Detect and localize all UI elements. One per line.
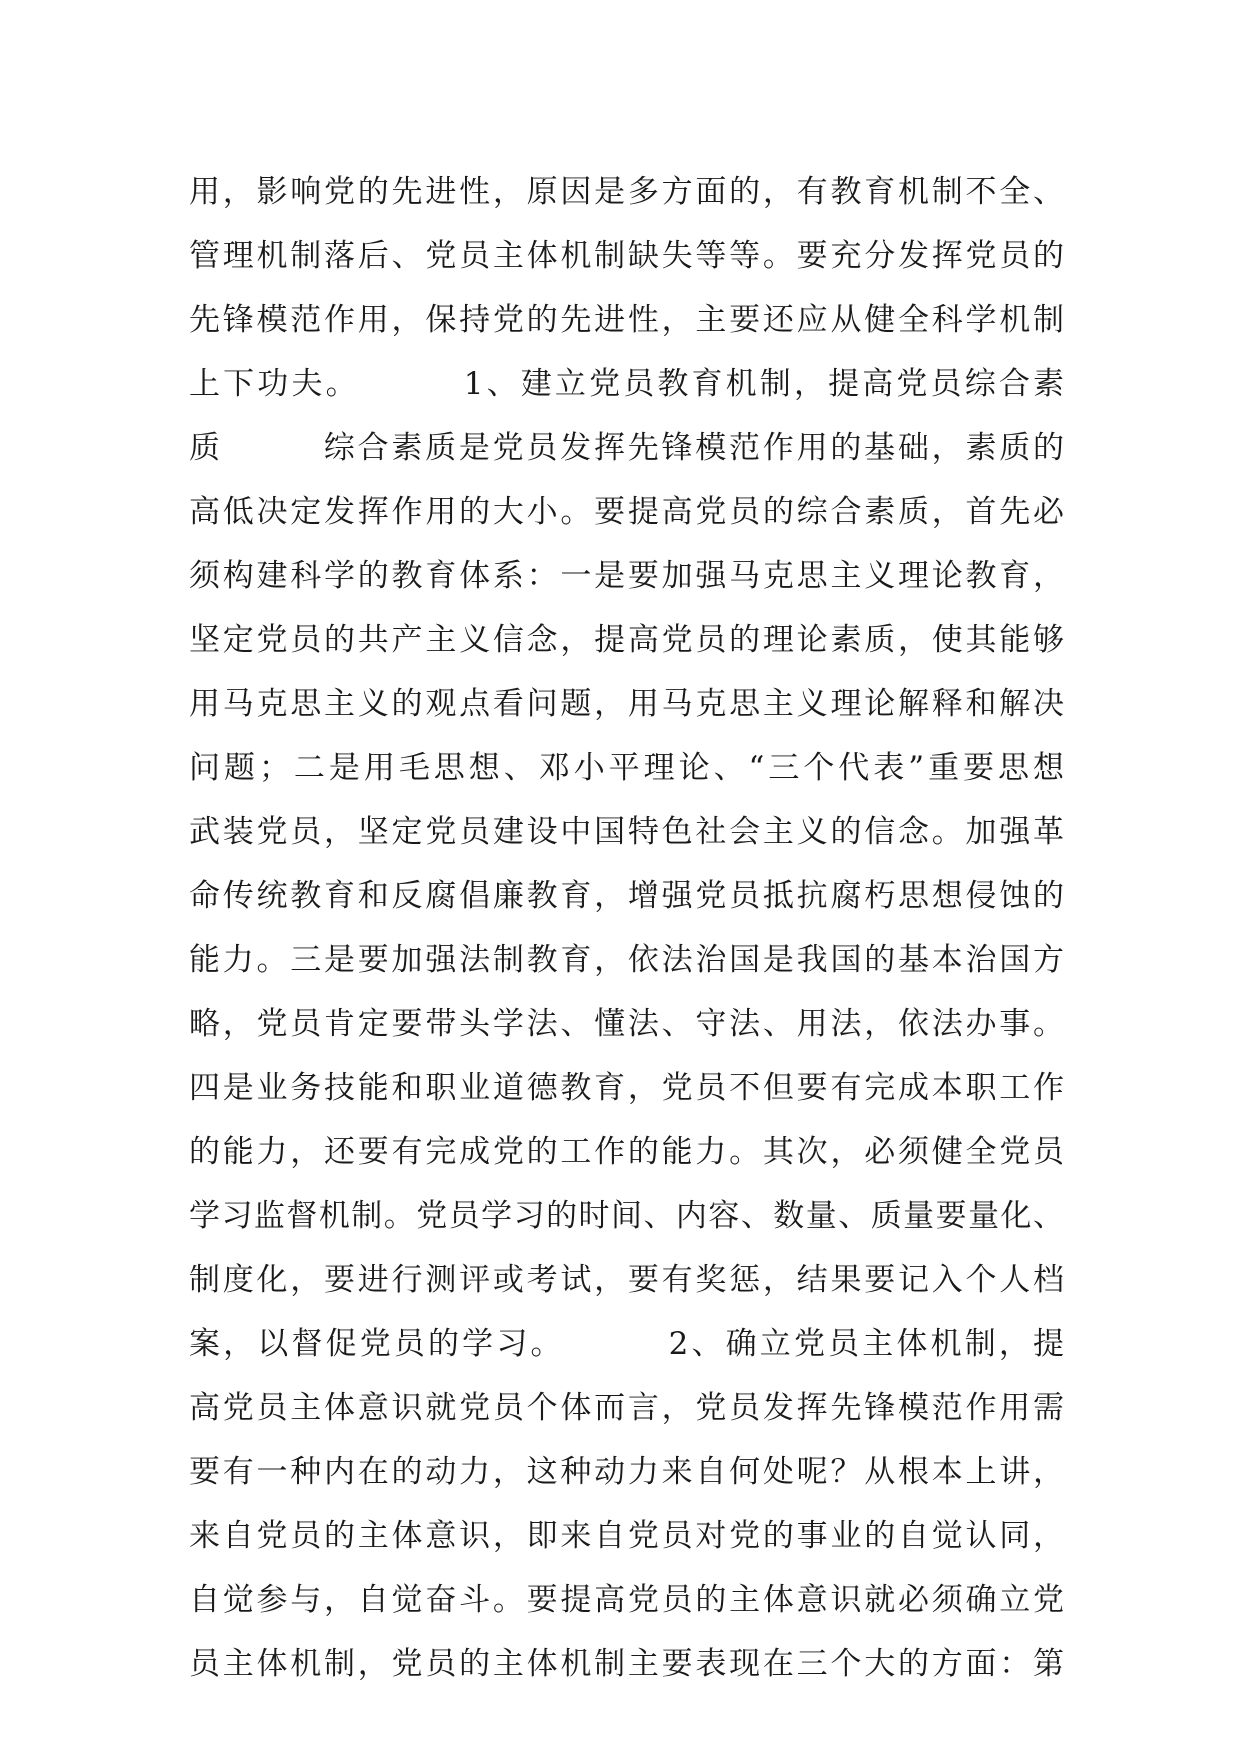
body-text	[189, 160, 1064, 1696]
text-line: 四是业务技能和职业道德教育，党员不但要有完成本职工作	[189, 1070, 1064, 1106]
text-line: 要有一种内在的动力，这种动力来自何处呢？从根本上讲，	[189, 1454, 1064, 1490]
text-line: 用，影响党的先进性，原因是多方面的，有教育机制不全、	[189, 174, 1064, 210]
text-line: 学习监督机制。党员学习的时间、内容、数量、质量要量化、	[189, 1198, 1064, 1234]
text-line: 制度化，要进行测评或考试，要有奖惩，结果要记入个人档	[189, 1262, 1064, 1298]
text-line: 坚定党员的共产主义信念，提高党员的理论素质，使其能够	[189, 622, 1064, 658]
text-line: 能力。三是要加强法制教育，依法治国是我国的基本治国方	[189, 942, 1064, 978]
text-line: 上下功夫。 1、建立党员教育机制，提高党员综合素	[189, 366, 1064, 402]
text-line: 略，党员肯定要带头学法、懂法、守法、用法，依法办事。	[189, 1006, 1064, 1042]
text-line: 用马克思主义的观点看问题，用马克思主义理论解释和解决	[189, 686, 1064, 722]
text-line: 的能力，还要有完成党的工作的能力。其次，必须健全党员	[189, 1134, 1064, 1170]
text-line: 问题；二是用毛思想、邓小平理论、“三个代表”重要思想	[189, 750, 1064, 786]
text-line: 须构建科学的教育体系：一是要加强马克思主义理论教育，	[189, 558, 1064, 594]
text-line: 员主体机制，党员的主体机制主要表现在三个大的方面：第	[189, 1646, 1064, 1682]
text-line: 高低决定发挥作用的大小。要提高党员的综合素质，首先必	[189, 494, 1064, 530]
text-line: 武装党员，坚定党员建设中国特色社会主义的信念。加强革	[189, 814, 1064, 850]
text-line: 案，以督促党员的学习。 2、确立党员主体机制，提	[189, 1326, 1064, 1362]
text-line: 命传统教育和反腐倡廉教育，增强党员抵抗腐朽思想侵蚀的	[189, 878, 1064, 914]
text-line: 高党员主体意识就党员个体而言，党员发挥先锋模范作用需	[189, 1390, 1064, 1426]
text-line: 来自党员的主体意识，即来自党员对党的事业的自觉认同，	[189, 1518, 1064, 1554]
text-line: 管理机制落后、党员主体机制缺失等等。要充分发挥党员的	[189, 238, 1064, 274]
text-line: 质 综合素质是党员发挥先锋模范作用的基础，素质的	[189, 430, 1064, 466]
text-line: 自觉参与，自觉奋斗。要提高党员的主体意识就必须确立党	[189, 1582, 1064, 1618]
text-line: 先锋模范作用，保持党的先进性，主要还应从健全科学机制	[189, 302, 1064, 338]
